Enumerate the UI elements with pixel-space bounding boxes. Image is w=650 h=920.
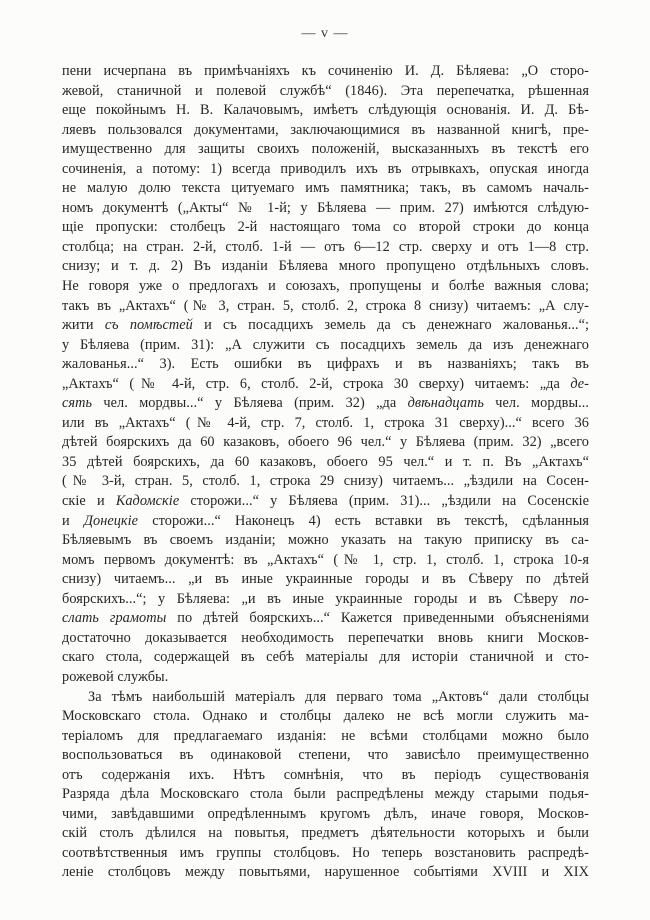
text-line: боярскихъ...“; у Бѣляева: „и въ иные украинные городы и въ Сѣверу по- <box>62 590 589 607</box>
text-line: Не говоря уже о предлогахъ и союзахъ, пропущены и болѣе важныя слова; <box>62 278 589 295</box>
text-line: дѣтей боярскихъ да 60 казаковъ, обоего 96 чел.“ у Бѣляева (прим. 32) „всего <box>62 434 589 451</box>
text-line: имущественно для защиты своихъ положеній, высказанныхъ въ текстѣ его <box>62 141 589 158</box>
text-line: снизу) читаемъ... „и въ иные украинные городы и въ Сѣверу по дѣтей <box>62 571 589 588</box>
text-line: жевой, станичной и полевой службѣ“ (1846). Эта перепечатка, рѣшенная <box>62 82 589 99</box>
text-line: момъ первомъ документѣ: въ „Актахъ“ (№ 1, стр. 1, столб. 1, строка 10-я <box>62 551 589 568</box>
text-line: воспользоваться въ одинаковой степени, что зависѣло преимущественно <box>62 747 589 764</box>
text-line: Разряда дѣла Московскаго стола были распредѣлены между старыми подья- <box>62 786 589 803</box>
text-line: жалованья...“ 3). Есть ошибки въ цифрахъ и въ названіяхъ; такъ въ <box>62 356 589 373</box>
text-line: За тѣмъ наибольшій матеріалъ для перваго тома „Актовъ“ дали столбцы <box>88 688 589 705</box>
paragraph <box>62 688 589 883</box>
text-line: рожевой службы. <box>62 668 169 685</box>
text-line: и Донецкіе сторожи...“ Наконецъ 4) есть вставки въ текстѣ, сдѣланныя <box>62 512 589 529</box>
text-line: такъ въ „Актахъ“ (№ 3, стран. 5, столб. 2, строка 8 снизу) читаемъ: „А слу- <box>62 297 589 314</box>
text-line: или въ „Актахъ“ (№ 4-й, стр. 7, столб. 1, строка 31 сверху)...“ всего 36 <box>62 414 589 431</box>
text-line: ляевъ пользовался документами, заключающимися въ названной книгѣ, пре- <box>62 121 589 138</box>
text-line: сять чел. мордвы...“ у Бѣляева (прим. 32) „да двѣнадцать чел. мордвы... <box>62 395 590 412</box>
text-block <box>62 62 589 883</box>
text-line: Московскаго стола. Однако и столбцы далеко не всѣ могли служить ма- <box>62 708 589 725</box>
text-line: соотвѣтственныя имъ группы столбцовъ. Но теперь возстановить распредѣ- <box>62 844 589 861</box>
text-line: не малую долю текста цитуемаго имъ памятника; такъ, въ самомъ началь- <box>62 180 589 197</box>
text-line: отъ содержанія ихъ. Нѣтъ сомнѣнія, что въ періодъ существованія <box>62 766 589 783</box>
text-line: сочиненія, а потому: 1) всегда приводилъ ихъ въ отрывкахъ, опуская иногда <box>62 160 589 177</box>
text-line: теріаломъ для предлагаемаго изданія: не всѣми столбцами можно было <box>62 727 589 744</box>
text-line: слать грамоты по дѣтей боярскихъ...“ Кажется приведенными объясненіями <box>62 610 589 627</box>
paragraph <box>62 62 589 688</box>
text-line: (№ 3-й, стран. 5, столб. 1, строка 29 снизу) читаемъ... „ѣздили на Сосен- <box>62 473 589 490</box>
text-line: у Бѣляева (прим. 31): „А служити съ посадцихъ земель да изъ денежнаго <box>62 336 589 353</box>
text-line: чими, завѣдавшими опредѣленнымъ кругомъ дѣлъ, иначе говоря, Москов- <box>62 805 589 822</box>
text-line: еще покойнымъ Н. В. Калачовымъ, имѣетъ слѣдующія основанія. И. Д. Бѣ- <box>62 102 589 119</box>
text-line: скіе и Кадомскіе сторожи...“ у Бѣляева (прим. 31)... „ѣздили на Сосенскіе <box>62 493 589 510</box>
text-line: номъ документѣ („Акты“ № 1-й; у Бѣляева — прим. 27) имѣются слѣдую- <box>62 199 589 216</box>
text-line: жити съ помѣстей и съ посадцихъ земель да съ денежнаго жалованья...“; <box>62 317 589 334</box>
text-line: 35 дѣтей боярскихъ, да 60 казаковъ, обоего 95 чел.“ и т. п. Въ „Актахъ“ <box>62 453 589 470</box>
text-line: столбца; на стран. 2-й, столб. 1-й — отъ 6—12 стр. сверху и отъ 1—8 стр. <box>62 238 589 255</box>
text-line: достаточно доказывается необходимость перепечатки вновь книги Москов- <box>62 629 589 646</box>
text-line: скій столъ дѣлился на повытья, предметъ дѣятельности которыхъ и были <box>62 825 589 842</box>
text-line: леніе столбцовъ между повытьями, нарушенное событіями XVIII и XIX <box>62 864 589 881</box>
text-line: скаго стола, содержащей въ себѣ матеріалы для исторіи станичной и сто- <box>62 649 589 666</box>
text-line: снизу; и т. д. 2) Въ изданіи Бѣляева много пропущено отдѣльныхъ словъ. <box>62 258 589 275</box>
text-line: пени исчерпана въ примѣчаніяхъ къ сочиненію И. Д. Бѣляева: „О сторо- <box>62 63 589 79</box>
text-line: „Актахъ“ (№ 4-й, стр. 6, столб. 2-й, строка 30 сверху) читаемъ: „да де- <box>62 375 589 392</box>
text-line: Бѣляевымъ въ своемъ изданіи; можно указать на такую приписку въ са- <box>62 532 589 549</box>
text-line: щіе пропуски: столбецъ 2-й настоящаго тома со второй строки до конца <box>62 219 589 236</box>
page-number: — v — <box>301 26 349 41</box>
